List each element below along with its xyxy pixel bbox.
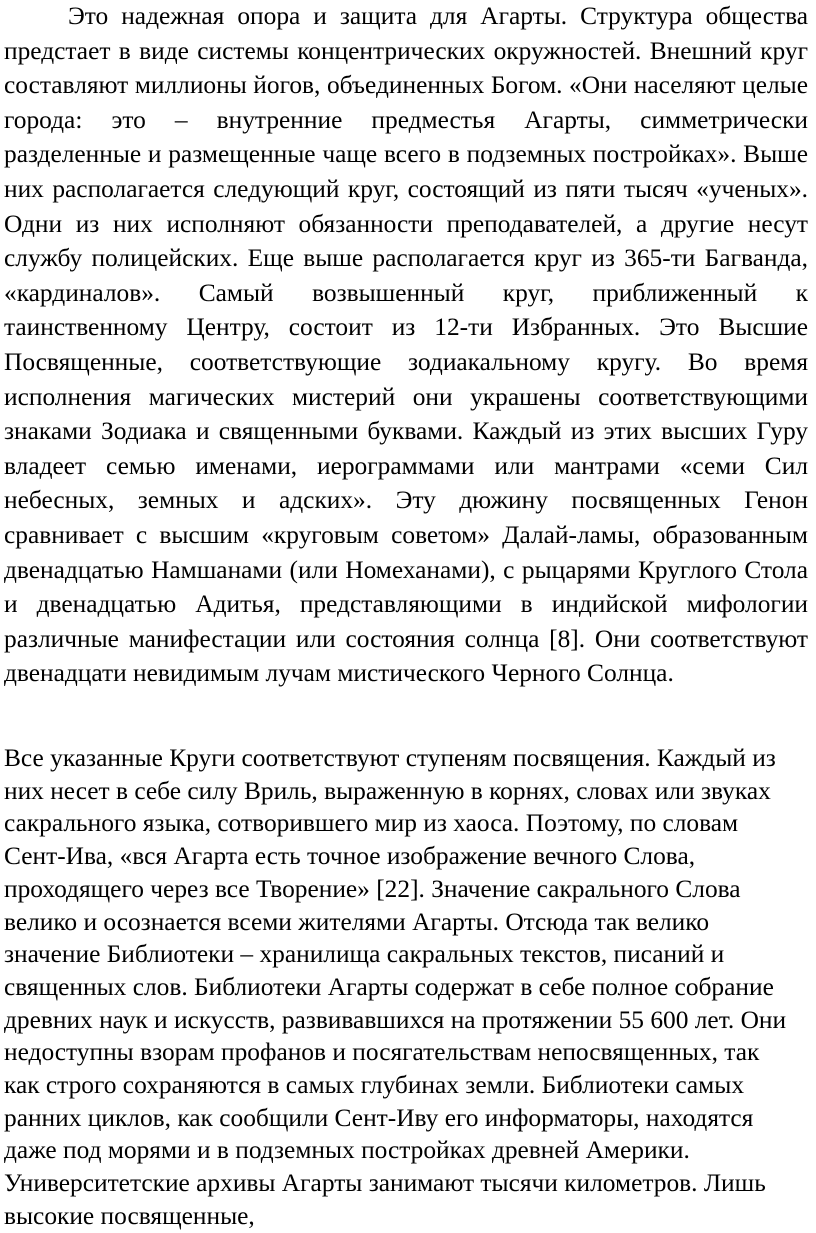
paragraph-agartha-circles: Это надежная опора и защита для Агарты. Структура общества предстает в виде системы концентрических окружностей. Внешний круг составляют миллионы йогов, объединенных Богом. «Они населяют целые города: это – внутренние предместья Агарты, симметрически разделенные и размещенные чаще всего в подземных постройках». Выше них располагается следующий круг, состоящий из пяти тысяч «ученых». Одни из них исполняют обязанности преподавателей, а другие несут службу полицейских. Еще выше располагается круг из 365-ти Багванда, «кардиналов». Самый возвышенный круг, приближенный к таинственному Центру, состоит из 12-ти Избранных. Это Высшие Посвященные, соответствующие зодиакальному кругу. Во время исполнения магических мистерий они украшены соответствующими знаками Зодиака и священными буквами. Каждый из этих высших Гуру владеет семью именами, иерограммами или мантрами «семи Сил небесных, земных и адских». Эту дюжину посвященных Генон сравнивает с высшим «круговым советом» Далай-ламы, образованным двенадцатью Намшанами (или Номеханами), с рыцарями Круглого Стола и двенадцатью Адитья, представляющими в индийской мифологии различные манифестации или состояния солнца [8]. Они соответствуют двенадцати невидимым лучам мистического Черного Солнца. (4, 2, 808, 688)
paragraph-agartha-library: Все указанные Круги соответствуют ступеням посвящения. Каждый из них несет в себе силу Вриль, выраженную в корнях, словах или звуках сакрального языка, сотворившего мир из хаоса. Поэтому, по словам Сент-Ива, «вся Агарта есть точное изображение вечного Слова, проходящего через все Творение» [22]. Значение сакрального Слова велико и осознается всеми жителями Агарты. Отсюда так велико значение Библиотеки – хранилища сакральных текстов, писаний и священных слов. Библиотеки Агарты содержат в себе полное собрание древних наук и искусств, развивавшихся на протяжении 55 600 лет. Они недоступны взорам профанов и посягательствам непосвященных, так как строго сохраняются в самых глубинах земли. Библиотеки самых ранних циклов, как сообщили Сент-Иву его информаторы, находятся даже под морями и в подземных постройках древней Америки. Университетские архивы Агарты занимают тысячи километров. Лишь высокие посвященные, (4, 744, 787, 1230)
